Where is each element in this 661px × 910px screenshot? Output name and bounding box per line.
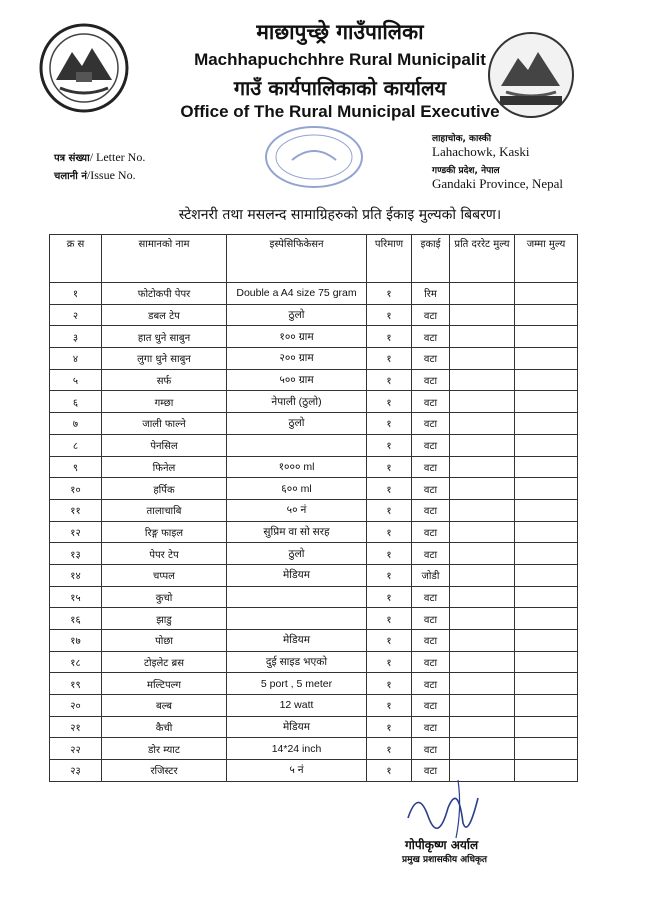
cell-quantity: १ [367,369,412,391]
table-row [50,521,578,543]
cell-quantity: १ [367,499,412,521]
cell-total [515,499,578,521]
cell-total [515,695,578,717]
cell-quantity: १ [367,478,412,500]
cell-unit: वटा [412,369,450,391]
cell-item-name: रिङ्ग फाइल [102,521,227,543]
table-row [50,478,578,500]
cell-total [515,326,578,348]
cell-sn: १३ [50,543,102,565]
table-row [50,413,578,435]
cell-specification: Double a A4 size 75 gram [227,283,367,305]
cell-unit-rate [450,369,515,391]
cell-sn: १४ [50,564,102,586]
address-line1-nepali: लाहाचोक, कास्की [432,134,492,144]
table-row [50,630,578,652]
cell-quantity: १ [367,348,412,370]
table-row [50,304,578,326]
cell-unit-rate [450,608,515,630]
letter-number-english: / Letter No. [89,150,146,164]
cell-unit: वटा [412,630,450,652]
cell-item-name: हर्पिक [102,478,227,500]
cell-total [515,413,578,435]
cell-specification [227,434,367,456]
cell-unit: वटा [412,543,450,565]
cell-item-name: पोछा [102,630,227,652]
cell-total [515,760,578,782]
cell-total [515,564,578,586]
cell-unit: वटा [412,499,450,521]
col-header-unit-rate: प्रति दररेट मुल्य [450,235,515,283]
table-row [50,673,578,695]
cell-quantity: १ [367,543,412,565]
cell-sn: ३ [50,326,102,348]
signature-mark [398,778,498,842]
cell-sn: १६ [50,608,102,630]
signatory-title: प्रमुख प्रशासकीय अधिकृत [402,855,488,865]
cell-sn: २१ [50,716,102,738]
cell-specification: ठुलो [227,413,367,435]
cell-item-name: टोइलेट ब्रस [102,651,227,673]
table-row [50,543,578,565]
cell-unit-rate [450,326,515,348]
cell-unit: वटा [412,673,450,695]
document-title: स्टेशनरी तथा मसलन्द सामाग्रिहरुको प्रति ईकाइ मुल्यको बिबरण। [178,207,502,223]
cell-item-name: जाली फाल्ने [102,413,227,435]
cell-quantity: १ [367,434,412,456]
cell-unit-rate [450,304,515,326]
cell-sn: २० [50,695,102,717]
cell-specification [227,608,367,630]
col-header-quantity: परिमाण [367,235,412,283]
cell-specification: दुई साइड भएको [227,651,367,673]
cell-specification: मेडियम [227,564,367,586]
cell-sn: ११ [50,499,102,521]
cell-total [515,543,578,565]
table-row [50,283,578,305]
cell-total [515,391,578,413]
cell-unit-rate [450,521,515,543]
table-header-row [50,235,578,283]
cell-sn: १० [50,478,102,500]
table-row [50,738,578,760]
cell-unit-rate [450,564,515,586]
table-row [50,564,578,586]
cell-sn: २ [50,304,102,326]
cell-total [515,521,578,543]
cell-quantity: १ [367,716,412,738]
cell-item-name: चप्पल [102,564,227,586]
col-header-sn: क्र स [50,235,102,283]
municipality-name-english: Machhapuchchhre Rural Municipalit [194,50,486,69]
table-row [50,456,578,478]
cell-unit: रिम [412,283,450,305]
cell-item-name: सर्फ [102,369,227,391]
cell-unit-rate [450,391,515,413]
cell-item-name: डबल टेप [102,304,227,326]
cell-total [515,716,578,738]
nepal-emblem-logo [38,22,130,114]
cell-item-name: हात धुने साबुन [102,326,227,348]
table-row [50,716,578,738]
municipality-name-nepali: माछापुच्छ्रे गाउँपालिका [256,20,424,44]
cell-unit-rate [450,695,515,717]
cell-sn: २३ [50,760,102,782]
table-row [50,391,578,413]
cell-quantity: १ [367,304,412,326]
cell-unit: वटा [412,760,450,782]
issue-number-nepali: चलानी नं [54,171,87,182]
address-line2-nepali: गण्डकी प्रदेश, नेपाल [432,166,500,176]
cell-item-name: बल्ब [102,695,227,717]
cell-item-name: गम्छा [102,391,227,413]
table-row [50,348,578,370]
cell-sn: १९ [50,673,102,695]
cell-quantity: १ [367,391,412,413]
cell-sn: १८ [50,651,102,673]
cell-specification: 12 watt [227,695,367,717]
cell-item-name: तालाचाबि [102,499,227,521]
cell-sn: १ [50,283,102,305]
address-line2-english: Gandaki Province, Nepal [432,176,564,191]
cell-total [515,478,578,500]
cell-quantity: १ [367,608,412,630]
cell-total [515,434,578,456]
cell-total [515,738,578,760]
cell-unit-rate [450,651,515,673]
table-row [50,608,578,630]
cell-unit: वटा [412,738,450,760]
cell-unit: वटा [412,456,450,478]
office-stamp [262,122,366,192]
cell-specification: ५० नं [227,499,367,521]
cell-sn: १७ [50,630,102,652]
cell-unit-rate [450,630,515,652]
cell-specification: मेडियम [227,630,367,652]
office-name-nepali: गाउँ कार्यपालिकाको कार्यालय [233,76,447,100]
cell-quantity: १ [367,673,412,695]
cell-unit-rate [450,543,515,565]
cell-unit: वटा [412,391,450,413]
cell-unit-rate [450,673,515,695]
cell-unit-rate [450,456,515,478]
cell-specification [227,586,367,608]
cell-item-name: पेनसिल [102,434,227,456]
cell-total [515,369,578,391]
cell-quantity: १ [367,586,412,608]
cell-unit-rate [450,348,515,370]
cell-sn: ६ [50,391,102,413]
table-row [50,695,578,717]
table-row [50,326,578,348]
cell-sn: १२ [50,521,102,543]
cell-unit-rate [450,738,515,760]
cell-quantity: १ [367,695,412,717]
cell-unit: वटा [412,478,450,500]
cell-quantity: १ [367,564,412,586]
cell-unit: जोडी [412,564,450,586]
cell-specification: १०० ग्राम [227,326,367,348]
cell-specification: 14*24 inch [227,738,367,760]
cell-unit-rate [450,499,515,521]
cell-unit: वटा [412,608,450,630]
cell-unit-rate [450,413,515,435]
cell-specification: ५०० ग्राम [227,369,367,391]
cell-specification: सुप्रिम वा सो सरह [227,521,367,543]
cell-unit-rate [450,434,515,456]
table-row [50,369,578,391]
cell-specification: ठुलो [227,304,367,326]
table-row [50,586,578,608]
cell-specification: २०० ग्राम [227,348,367,370]
cell-total [515,673,578,695]
cell-quantity: १ [367,456,412,478]
cell-quantity: १ [367,521,412,543]
cell-sn: ९ [50,456,102,478]
cell-quantity: १ [367,738,412,760]
cell-item-name: कैची [102,716,227,738]
cell-quantity: १ [367,651,412,673]
items-table [49,234,578,782]
col-header-unit: इकाई [412,235,450,283]
cell-item-name: लुगा धुने साबुन [102,348,227,370]
cell-quantity: १ [367,283,412,305]
cell-specification: ठुलो [227,543,367,565]
table-row [50,760,578,782]
col-header-total: जम्मा मुल्य [515,235,578,283]
cell-quantity: १ [367,326,412,348]
issue-number [54,168,136,183]
cell-unit: वटा [412,434,450,456]
cell-unit: वटा [412,304,450,326]
cell-total [515,348,578,370]
cell-item-name: मल्टिपल्ग [102,673,227,695]
cell-total [515,304,578,326]
cell-unit-rate [450,716,515,738]
cell-sn: २२ [50,738,102,760]
cell-total [515,586,578,608]
cell-item-name: पेपर टेप [102,543,227,565]
signatory-name: गोपीकृष्ण अर्याल [405,838,479,852]
cell-unit: वटा [412,716,450,738]
cell-total [515,608,578,630]
letter-number [54,150,145,165]
table-row [50,651,578,673]
cell-sn: ५ [50,369,102,391]
table-row [50,499,578,521]
col-header-item-name: सामानको नाम [102,235,227,283]
cell-total [515,630,578,652]
cell-sn: ८ [50,434,102,456]
cell-unit: वटा [412,413,450,435]
office-name-english: Office of The Rural Municipal Executive [180,102,500,121]
cell-total [515,283,578,305]
address-line1-english: Lahachowk, Kaski [432,144,530,159]
cell-unit: वटा [412,586,450,608]
cell-specification: नेपाली (ठुलो) [227,391,367,413]
cell-unit-rate [450,586,515,608]
cell-sn: १५ [50,586,102,608]
cell-item-name: झाडु [102,608,227,630]
cell-quantity: १ [367,630,412,652]
cell-specification: १००० ml [227,456,367,478]
cell-sn: ४ [50,348,102,370]
cell-total [515,651,578,673]
cell-sn: ७ [50,413,102,435]
table-row [50,434,578,456]
letter-number-nepali: पत्र संख्या [54,153,90,164]
cell-unit: वटा [412,326,450,348]
cell-total [515,456,578,478]
cell-unit: वटा [412,521,450,543]
cell-quantity: १ [367,760,412,782]
cell-unit-rate [450,478,515,500]
col-header-specification: इस्पेसिफिकेसन [227,235,367,283]
cell-specification: 5 port , 5 meter [227,673,367,695]
cell-item-name: फोटोकपी पेपर [102,283,227,305]
cell-specification: मेडियम [227,716,367,738]
cell-unit-rate [450,283,515,305]
cell-item-name: रजिस्टर [102,760,227,782]
cell-item-name: डोर म्याट [102,738,227,760]
cell-specification: ६०० ml [227,478,367,500]
cell-item-name: कुचो [102,586,227,608]
cell-unit: वटा [412,651,450,673]
cell-specification: ५ नं [227,760,367,782]
cell-item-name: फिनेल [102,456,227,478]
cell-quantity: १ [367,413,412,435]
cell-unit: वटा [412,695,450,717]
issue-number-english: /Issue No. [86,168,136,182]
cell-unit: वटा [412,348,450,370]
